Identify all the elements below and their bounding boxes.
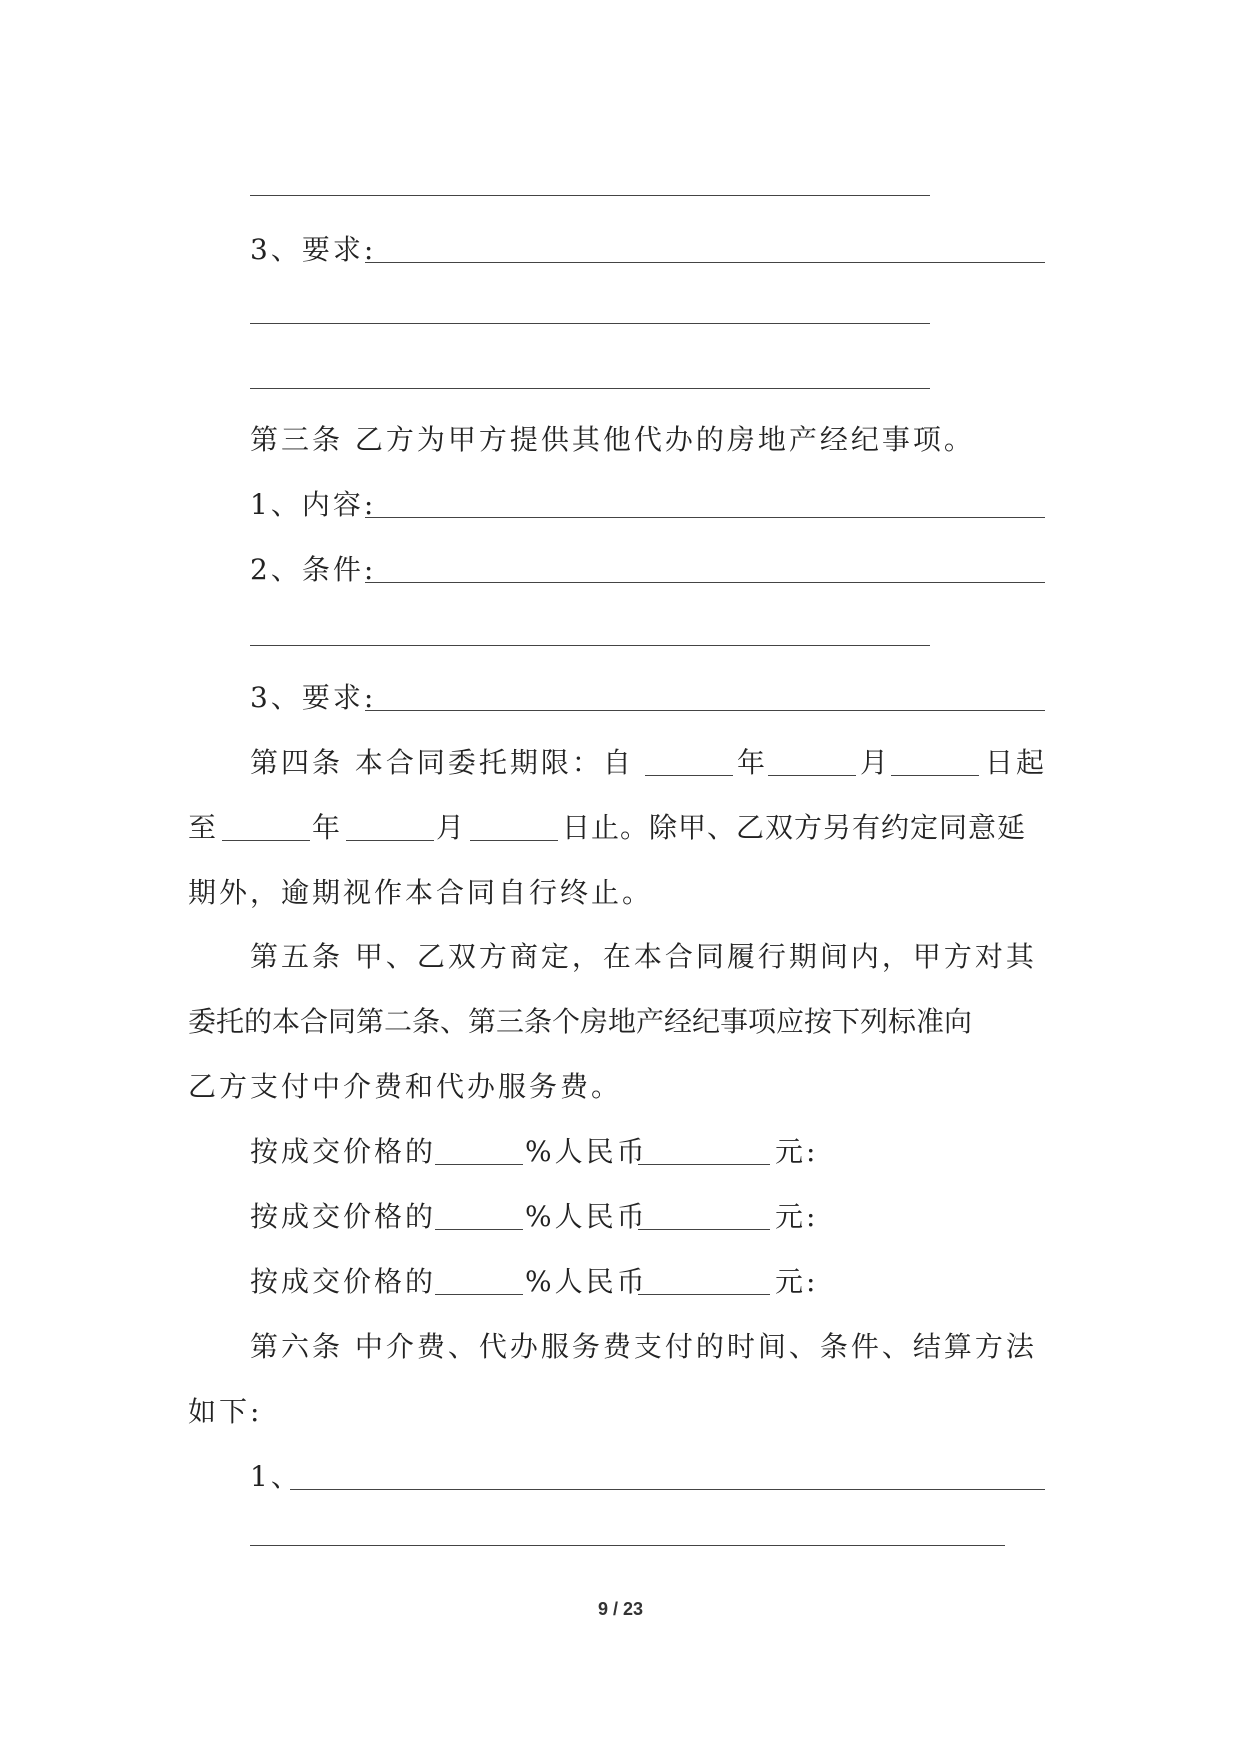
end-year-label: 年 xyxy=(312,811,344,844)
content-label: 1、内容: xyxy=(250,488,377,521)
article6-line2-text: 如下: xyxy=(188,1395,263,1428)
fee-amount-blank xyxy=(638,1164,770,1165)
fee-suffix: 元: xyxy=(775,1200,819,1233)
start-month-label: 月 xyxy=(860,746,892,779)
start-day-blank xyxy=(891,775,979,776)
article3-text: 第三条 乙方为甲方提供其他代办的房地产经纪事项。 xyxy=(250,423,975,456)
article6-line1 xyxy=(0,1327,1241,1367)
requirement-line-2 xyxy=(0,678,1241,718)
fee-suffix: 元: xyxy=(775,1265,819,1298)
condition-fill xyxy=(365,582,1045,583)
fee-percent-unit: %人民币 xyxy=(525,1135,648,1168)
end-month-blank xyxy=(346,840,434,841)
fee-percent-blank xyxy=(435,1294,523,1295)
article4-line2 xyxy=(0,808,1241,848)
article5-line3-text: 乙方支付中介费和代办服务费。 xyxy=(188,1070,623,1103)
article4-line1 xyxy=(0,743,1241,783)
content-fill xyxy=(365,517,1045,518)
article4-prefix: 第四条 本合同委托期限：自 xyxy=(250,746,634,779)
end-prefix: 至 xyxy=(188,811,220,844)
article4-line3-text: 期外，逾期视作本合同自行终止。 xyxy=(188,876,654,909)
end-day-text: 日止。除甲、乙双方另有约定同意延 xyxy=(562,811,1027,844)
fee-amount-blank xyxy=(638,1229,770,1230)
condition-label: 2、条件: xyxy=(250,553,377,586)
requirement-label: 3、要求: xyxy=(250,233,377,266)
article6-item1-fill xyxy=(290,1489,1045,1490)
fee-amount-blank xyxy=(638,1294,770,1295)
fee-percent-unit: %人民币 xyxy=(525,1265,648,1298)
fee-line xyxy=(0,1262,1241,1302)
article6-item1-label: 1、 xyxy=(250,1460,302,1493)
start-year-blank xyxy=(645,775,733,776)
fee-line xyxy=(0,1197,1241,1237)
fee-suffix: 元: xyxy=(775,1135,819,1168)
start-year-label: 年 xyxy=(737,746,769,779)
article3-title xyxy=(0,420,1241,460)
fee-percent-blank xyxy=(435,1164,523,1165)
condition-line xyxy=(0,550,1241,590)
blank-underline xyxy=(250,195,930,196)
blank-underline xyxy=(250,388,930,389)
article6-item1 xyxy=(0,1457,1241,1497)
start-day-label: 日起 xyxy=(985,746,1048,779)
article6-line2 xyxy=(0,1392,1241,1432)
fee-percent-blank xyxy=(435,1229,523,1230)
requirement-fill-2 xyxy=(365,710,1045,711)
fee-prefix: 按成交价格的 xyxy=(250,1135,437,1168)
page-number: 9 / 23 xyxy=(597,1599,644,1619)
content-line xyxy=(0,485,1241,525)
article5-line1 xyxy=(0,937,1241,977)
requirement-fill xyxy=(365,262,1045,263)
requirement-line xyxy=(0,230,1241,270)
article5-line2 xyxy=(0,1002,1241,1042)
article5-line2-text: 委托的本合同第二条、第三条个房地产经纪事项应按下列标准向 xyxy=(188,1005,973,1038)
blank-underline xyxy=(250,1545,1005,1546)
start-month-blank xyxy=(768,775,856,776)
end-day-blank xyxy=(470,840,558,841)
blank-underline xyxy=(250,323,930,324)
fee-prefix: 按成交价格的 xyxy=(250,1200,437,1233)
fee-percent-unit: %人民币 xyxy=(525,1200,648,1233)
article6-line1-text: 第六条 中介费、代办服务费支付的时间、条件、结算方法 xyxy=(250,1330,1037,1363)
requirement-label-2: 3、要求: xyxy=(250,681,377,714)
article4-line3 xyxy=(0,873,1241,913)
article5-line3 xyxy=(0,1067,1241,1107)
blank-underline xyxy=(250,645,930,646)
end-year-blank xyxy=(222,840,310,841)
article5-line1-text: 第五条 甲、乙双方商定，在本合同履行期间内，甲方对其 xyxy=(250,940,1037,973)
end-month-label: 月 xyxy=(436,811,468,844)
fee-line xyxy=(0,1132,1241,1172)
fee-prefix: 按成交价格的 xyxy=(250,1265,437,1298)
